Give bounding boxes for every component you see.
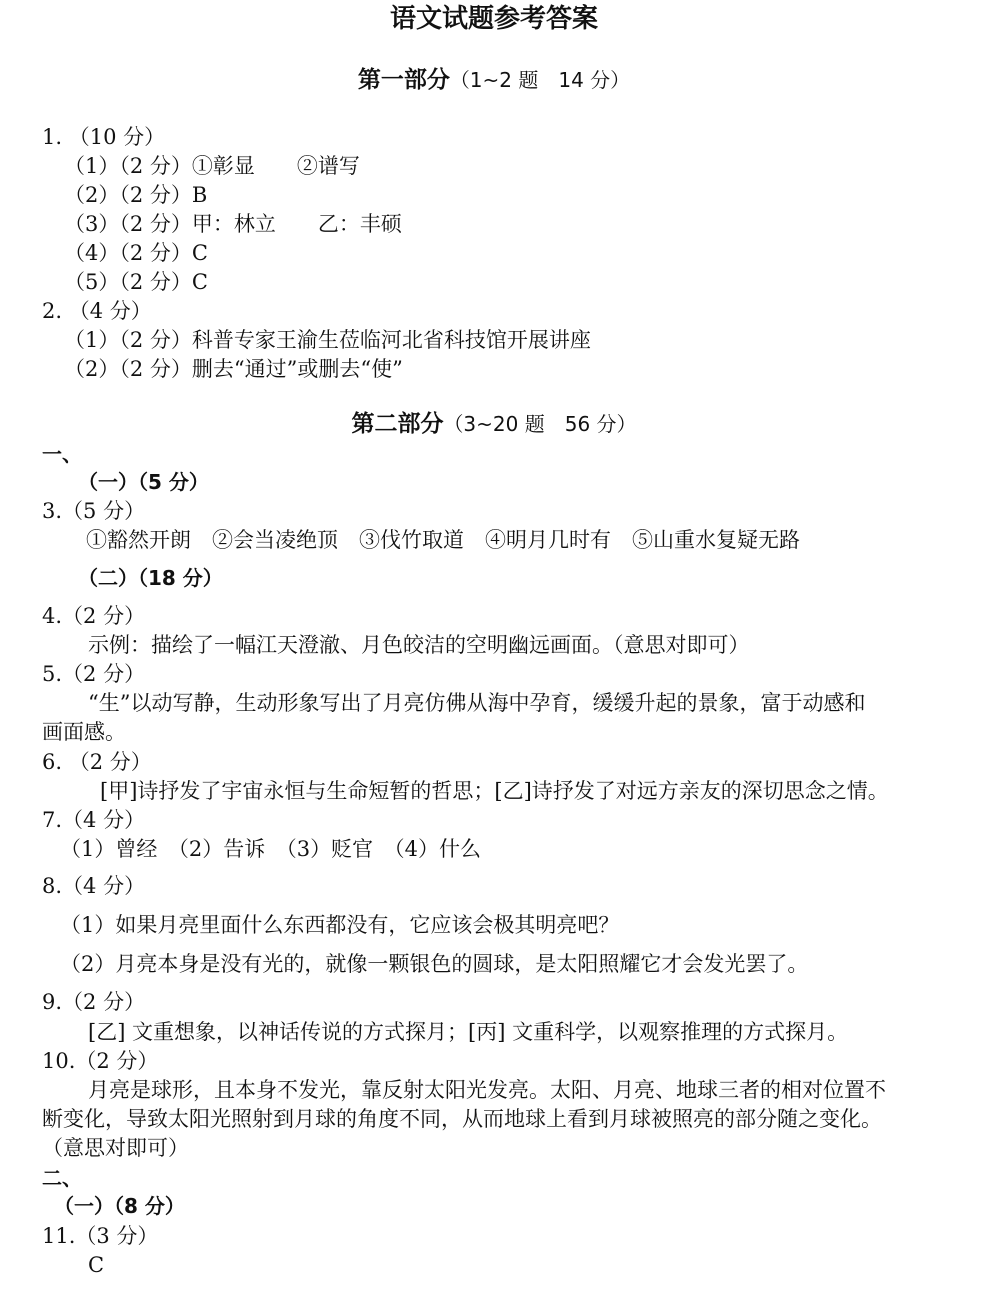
answer-line: “生”以动写静，生动形象写出了月亮仿佛从海中孕育，缓缓升起的景象，富于动感和 bbox=[88, 691, 866, 715]
answer-line: 8.（4 分） bbox=[42, 874, 146, 898]
answer-line: 6. （2 分） bbox=[42, 750, 152, 774]
section-heading: （二）（18 分） bbox=[78, 566, 223, 590]
answer-line: （1）曾经 （2）告诉 （3）贬官 （4）什么 bbox=[60, 837, 481, 861]
part-one-heading bbox=[0, 64, 988, 96]
part-two-meta: （3~20 题 56 分） bbox=[443, 412, 637, 436]
answer-line: 7.（4 分） bbox=[42, 808, 146, 832]
answer-line: （3）（2 分）甲：林立 乙：丰硕 bbox=[64, 212, 402, 236]
section-heading: 二、 bbox=[42, 1166, 82, 1190]
part-one-meta: （1~2 题 14 分） bbox=[449, 68, 631, 92]
answer-line: （1）如果月亮里面什么东西都没有，它应该会极其明亮吧？ bbox=[60, 913, 620, 937]
answer-line: 3.（5 分） bbox=[42, 499, 146, 523]
answer-line: 1. （10 分） bbox=[42, 125, 166, 149]
answer-line: （2）（2 分）删去“通过”或删去“使” bbox=[64, 357, 403, 381]
answer-line: （5）（2 分）C bbox=[64, 270, 208, 294]
answer-line: [甲]诗抒发了宇宙永恒与生命短暂的哲思；[乙]诗抒发了对远方亲友的深切思念之情。 bbox=[100, 779, 889, 803]
section-heading: （一）（5 分） bbox=[78, 470, 209, 494]
answer-line: 月亮是球形，且本身不发光，靠反射太阳光发亮。太阳、月亮、地球三者的相对位置不 bbox=[88, 1078, 886, 1102]
answer-line: 10.（2 分） bbox=[42, 1049, 159, 1073]
answer-line: 2. （4 分） bbox=[42, 299, 152, 323]
answer-line: 断变化，导致太阳光照射到月球的角度不同，从而地球上看到月球被照亮的部分随之变化。 bbox=[42, 1107, 882, 1131]
answer-line: C bbox=[88, 1253, 105, 1277]
answer-line: 画面感。 bbox=[42, 720, 126, 744]
answer-line: （1）（2 分）①彰显 ②谱写 bbox=[64, 154, 360, 178]
answer-line: ①豁然开朗 ②会当凌绝顶 ③伐竹取道 ④明月几时有 ⑤山重水复疑无路 bbox=[86, 528, 800, 552]
answer-line: 4.（2 分） bbox=[42, 604, 146, 628]
part-one-label: 第一部分 bbox=[357, 67, 450, 93]
answer-line: 11.（3 分） bbox=[42, 1224, 159, 1248]
answer-line: 5.（2 分） bbox=[42, 662, 146, 686]
answer-line: （2）月亮本身是没有光的，就像一颗银色的圆球，是太阳照耀它才会发光罢了。 bbox=[60, 952, 809, 976]
answer-line: （1）（2 分）科普专家王渝生莅临河北省科技馆开展讲座 bbox=[64, 328, 591, 352]
answer-line: [乙] 文重想象，以神话传说的方式探月；[丙] 文重科学，以观察推理的方式探月。 bbox=[88, 1020, 849, 1044]
part-two-heading bbox=[0, 408, 988, 440]
section-heading: 一、 bbox=[42, 442, 82, 466]
answer-line: （4）（2 分）C bbox=[64, 241, 208, 265]
document-title: 语文试题参考答案 bbox=[389, 4, 598, 34]
answer-line: （2）（2 分）B bbox=[64, 183, 208, 207]
answer-line: （意思对即可） bbox=[42, 1136, 189, 1160]
answer-line: 9.（2 分） bbox=[42, 990, 146, 1014]
answer-line: 示例：描绘了一幅江天澄澈、月色皎洁的空明幽远画面。（意思对即可） bbox=[88, 633, 750, 657]
part-two-label: 第二部分 bbox=[351, 411, 444, 437]
section-heading: （一）（8 分） bbox=[54, 1194, 185, 1218]
